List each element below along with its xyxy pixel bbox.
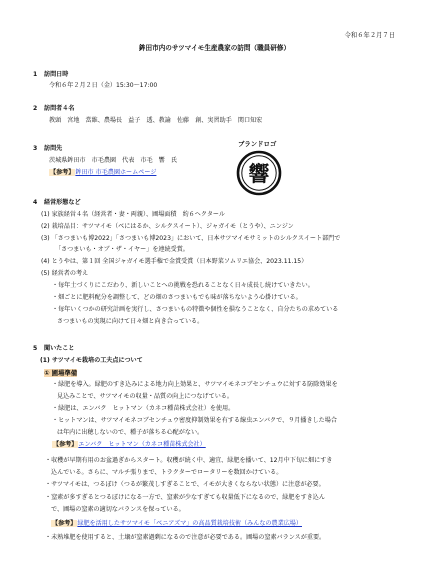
field-prep-line-3: ・緑肥は、エンバク ヒットマン（カネコ種苗株式会社）を使用。 — [52, 405, 235, 412]
visitors-list: 教頭 宮地 當維、農場長 益子 透、教諭 佐藤 創、実習助手 関口知宏 — [49, 117, 263, 124]
management-item-2: (2) 栽培品目：サツマイモ（べにはるか、シルクスイート）、ジャガイモ（とうや）、ニンジン — [41, 223, 294, 230]
reference-line-hp — [49, 169, 156, 178]
section-3-heading: 3 訪問先 — [33, 145, 63, 152]
section-4-heading: 4 経営形態など — [33, 199, 81, 206]
philosophy-bullet-3-cont: さつまいもの実現に向けて日々畑と向き合っている。 — [57, 318, 204, 325]
field-prep-line-2: 見込みことで、サツマイモの収量・品質の向上につなげている。 — [57, 393, 233, 400]
philosophy-bullet-2: ・畑ごとに肥料配分を調整して、どの畑のさつまいもでも味が落ちないよう心掛けている。 — [52, 294, 302, 301]
visit-destination: 茨城県鉾田市 市毛農園 代表 市毛 響 氏 — [49, 157, 177, 164]
management-item-3-cont: 「さつまいも・オブ・ザ・イヤー」を連続受賞。 — [55, 246, 189, 253]
field-preparation-heading: ① 圃場準備 — [44, 369, 78, 377]
field-prep-line-1: ・緑肥を導入。緑肥のすき込みによる地力向上効果と、サツマイモネコブセンチュウに対する防除効果を — [52, 381, 338, 388]
philosophy-bullet-1: ・毎年土づくりにこだわり、新しいことへの挑戦を恐れることなく日々成長し続けていきたい。 — [52, 282, 314, 289]
reference-label: 【参考】 — [50, 169, 75, 176]
harvest-line-4: ・窒素が多すぎるとつるぼけになる一方で、窒素が少なすぎても収量低下になるので、緑肥をすき込ん — [45, 494, 325, 501]
document-title: 鉾田市内のサツマイモ生産農家の訪問（職員研修） — [138, 44, 291, 52]
harvest-line-1: ・収穫が早期有用のお盆過ぎからスタート。収穫が続く中、適宜、緑肥を播いて、12月中下旬に畑にすき — [45, 457, 333, 464]
reference-label: 【参考】 — [52, 520, 77, 527]
management-item-5: (5) 経営者の考え — [41, 270, 89, 277]
management-item-3: (3) 「さつまいも博2022」「さつまいも博2023」において、日本サツマイモサミットのシルクスイート部門で — [41, 235, 341, 242]
hitman-oat-link[interactable]: エンバク ヒットマン（カネコ種苗株式会社） — [78, 441, 206, 448]
section-2-heading: 2 訪問者４名 — [33, 105, 75, 112]
reference-label: 【参考】 — [53, 441, 78, 448]
management-item-1: (1) 家族経営４名（経営者・妻・両親）、圃場面積 約６ヘクタール — [41, 211, 225, 218]
field-prep-line-5: は年内に出穂しないので、種子が落ちる心配がない。 — [57, 429, 204, 436]
section-1-heading: 1 訪問日時 — [33, 71, 69, 78]
harvest-line-3: ・サツマイモは、つるぼけ（つるが繁茂しすぎることで、イモが大きくならない状態）に注意が必要。 — [45, 481, 325, 488]
green-manure-technique-link[interactable]: 緑肥を活用したサツマイモ「べニアズマ」の高品質栽培技術（みんなの農業広場） — [77, 520, 302, 527]
brand-logo-title: ブランドロゴ — [238, 140, 277, 148]
ichige-farm-homepage-link[interactable]: 鉾田市 市毛農園ホームページ — [75, 169, 157, 176]
brand-logo-seal — [236, 150, 282, 196]
philosophy-bullet-3: ・毎年いくつかの研究計画を実行し、さつまいもの特徴や個性を損なうことなく、自分たちの求めている — [52, 306, 339, 313]
brand-logo-char: 響 — [248, 161, 270, 186]
management-item-4: (4) とうやは、第１回 全国ジャガイモ選手権で金賞受賞（日本野菜ソムリエ協会、2023.11.15） — [41, 258, 308, 265]
subsection-cultivation-tips: (1) サツマイモ栽培の工夫点について — [40, 357, 143, 364]
reference-line-hitman — [52, 441, 206, 450]
harvest-line-5: で、圃場の窒素の適切なバランスを保っている。 — [51, 506, 185, 513]
field-prep-line-4: ・ヒットマンは、サツマイモネコブセンチュウ密度抑制効果を有する線虫エンバクで、９月播きした場合 — [52, 417, 337, 424]
section-5-heading: 5 聞いたこと — [33, 345, 75, 352]
visit-datetime: 令和６年２月２日（金）15:30～17:00 — [49, 82, 158, 89]
harvest-line-2: 込んでいる。さらに、マルチ張りまで、トラクターでロータリーを数回かけている。 — [51, 469, 283, 476]
document-date: 令和６年２月７日 — [344, 32, 395, 39]
reference-line-green-manure — [51, 520, 302, 529]
compost-caution-line: ・未熟堆肥を使用すると、土壌が窒素過剰になるので注意が必要である。圃場の窒素バランスが重要。 — [45, 534, 326, 541]
